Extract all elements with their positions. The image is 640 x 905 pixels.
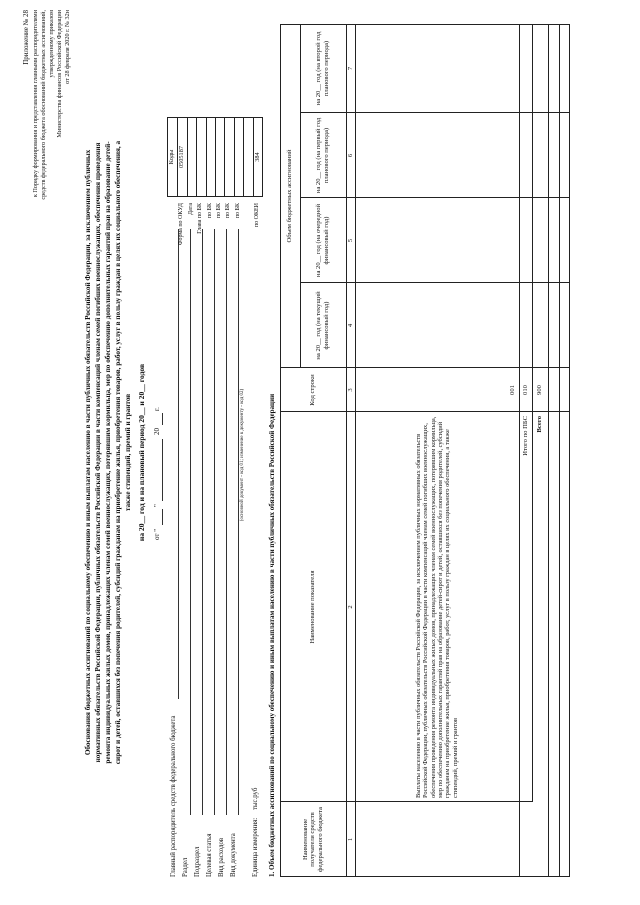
- field-manager-line: [178, 229, 179, 699]
- header-volume: Объем бюджетных ассигнований: [286, 149, 294, 243]
- document-title: нормативных обязательств Российской Федерации, публичных обязательств Российской Федерации в части компенсаций членам семей погибших военнослужащих, обеспечения проведения: [94, 142, 102, 763]
- codes-label: Глава по БК: [197, 203, 203, 234]
- appendix-line: от 28 февраля 2020 г. № 32н: [64, 10, 71, 84]
- header-year-next: на 20__ год (на очередной финансовый год): [315, 203, 330, 278]
- field-target-line: [214, 229, 215, 815]
- column-number: 5: [346, 238, 354, 243]
- table-row-indicator: Выплаты населению в части публичных обязательств Российской Федерации, за исключением публичных нормативных обязательств Российской Федерации, публичных обязательств Российской Федерации в части компенсаций членам семей погибших военнослужащих, обеспечения проведения ремонта индивидуальных жилых домов, принадлежащих членам семей военнослужащих, потерявшим кормильца, мер по обеспечению дополнительных гарантий прав на образование детей-сирот и детей, оставшихся без попечения родителей, субсидий гражданам на приобретение жилья, приобретения товаров, работ, услуг в пользу граждан в целях их социального обеспечения, а также стипендий, премий и грантов: [414, 416, 459, 798]
- field-doc-type-label: Вид документа: [230, 833, 237, 877]
- codes-label: Форма по ОКУД: [178, 203, 184, 246]
- date-month-line: [162, 439, 163, 501]
- total-all-code: 900: [536, 385, 544, 395]
- field-section-line: [190, 229, 191, 815]
- appendix-line: утвержденному приказом: [48, 10, 55, 78]
- field-expense-type-line: [226, 229, 227, 815]
- table-row-code: 001: [509, 385, 517, 395]
- codes-label: по БК: [216, 203, 222, 219]
- column-number: 6: [346, 153, 354, 158]
- document-title: ремонта индивидуальных жилых домов, принадлежащих членам семей военнослужащих, потерявшим кормильца, мер по обеспечению дополнительных гарантий прав на образование детей-: [104, 141, 112, 764]
- column-number: 2: [346, 605, 354, 609]
- total-pbs-label: Итого по ПБС: [521, 416, 529, 456]
- header-year-plan-2: на 20__ год (на второй год планового периода): [315, 31, 330, 106]
- field-unit-label: Единица измерения:: [252, 817, 259, 877]
- date-year: 20: [153, 428, 161, 435]
- codes-label: по БК: [235, 203, 241, 219]
- codes-label: по БК: [207, 203, 213, 219]
- header-indicator: Наименование показателя: [309, 570, 317, 644]
- document-title: сирот и детей, оставшихся без попечения родителей, субсидий гражданам на приобретение жилья, приобретения товаров, работ, услуг в пользу граждан в целях их социального обеспечения, а: [114, 140, 122, 765]
- field-expense-type-label: Вид расходов: [218, 837, 225, 877]
- codes-value: 384: [254, 152, 261, 162]
- header-year-plan-1: на 20__ год (на первый год планового периода): [315, 117, 330, 194]
- total-pbs-code: 010: [521, 385, 529, 395]
- appendix-number: Приложение № 28: [22, 10, 30, 65]
- document-title: Обоснования бюджетных ассигнований по социальному обеспечению и иным выплатам населению в части публичных обязательств Российской Федерации, за исключением публичных: [84, 149, 92, 756]
- field-doc-type-line: [238, 229, 239, 815]
- field-unit-value: тыс.руб: [252, 787, 259, 810]
- document-title: также стипендий, премий и грантов: [124, 393, 132, 512]
- field-subsection-label: Подраздел: [194, 846, 201, 877]
- field-target-label: Целевая статья: [206, 833, 213, 877]
- appendix-line: к Порядку формирования и представления главными распорядителями: [32, 10, 39, 198]
- date-quote: ": [153, 504, 161, 507]
- codes-label: Дата: [188, 203, 194, 215]
- appendix-line: средств федерального бюджета обоснований бюджетных ассигнований,: [40, 10, 47, 200]
- date-suffix: г.: [153, 407, 161, 411]
- section-1-title: 1. Объем бюджетных ассигнований по социальному обеспечению и иным выплатам населению в части публичных обязательств Российской Федерации: [268, 393, 276, 877]
- date-day-line: [162, 509, 163, 525]
- codes-header: Коды: [168, 149, 175, 165]
- date-year-line: [162, 413, 163, 425]
- header-code: Код строки: [309, 374, 317, 406]
- date-from: от ": [153, 528, 161, 540]
- column-number: 1: [346, 837, 354, 842]
- column-number: 3: [346, 388, 354, 392]
- codes-value: 0505187: [178, 145, 185, 169]
- codes-label: по ОКЕИ: [254, 203, 260, 228]
- field-manager-label: Главный распорядитель средств федерального бюджета: [170, 715, 177, 877]
- field-subsection-line: [202, 229, 203, 815]
- header-year-current: на 20__ год (на текущий финансовый год): [315, 291, 330, 360]
- appendix-line: Министерства финансов Российской Федерации: [56, 10, 63, 138]
- document-period: на 20__ год и на плановый период 20__ и 20__ годов: [137, 363, 146, 542]
- field-doc-note: (основной документ - код 01; изменение к документу - код 02): [240, 388, 245, 522]
- total-all-label: Всего: [536, 416, 544, 433]
- codes-label: по БК: [225, 203, 231, 219]
- column-number: 4: [346, 323, 354, 328]
- header-recipient: Наименование получателя средств федерального бюджета: [301, 807, 324, 872]
- field-section-label: Раздел: [182, 857, 189, 877]
- column-number: 7: [346, 66, 354, 71]
